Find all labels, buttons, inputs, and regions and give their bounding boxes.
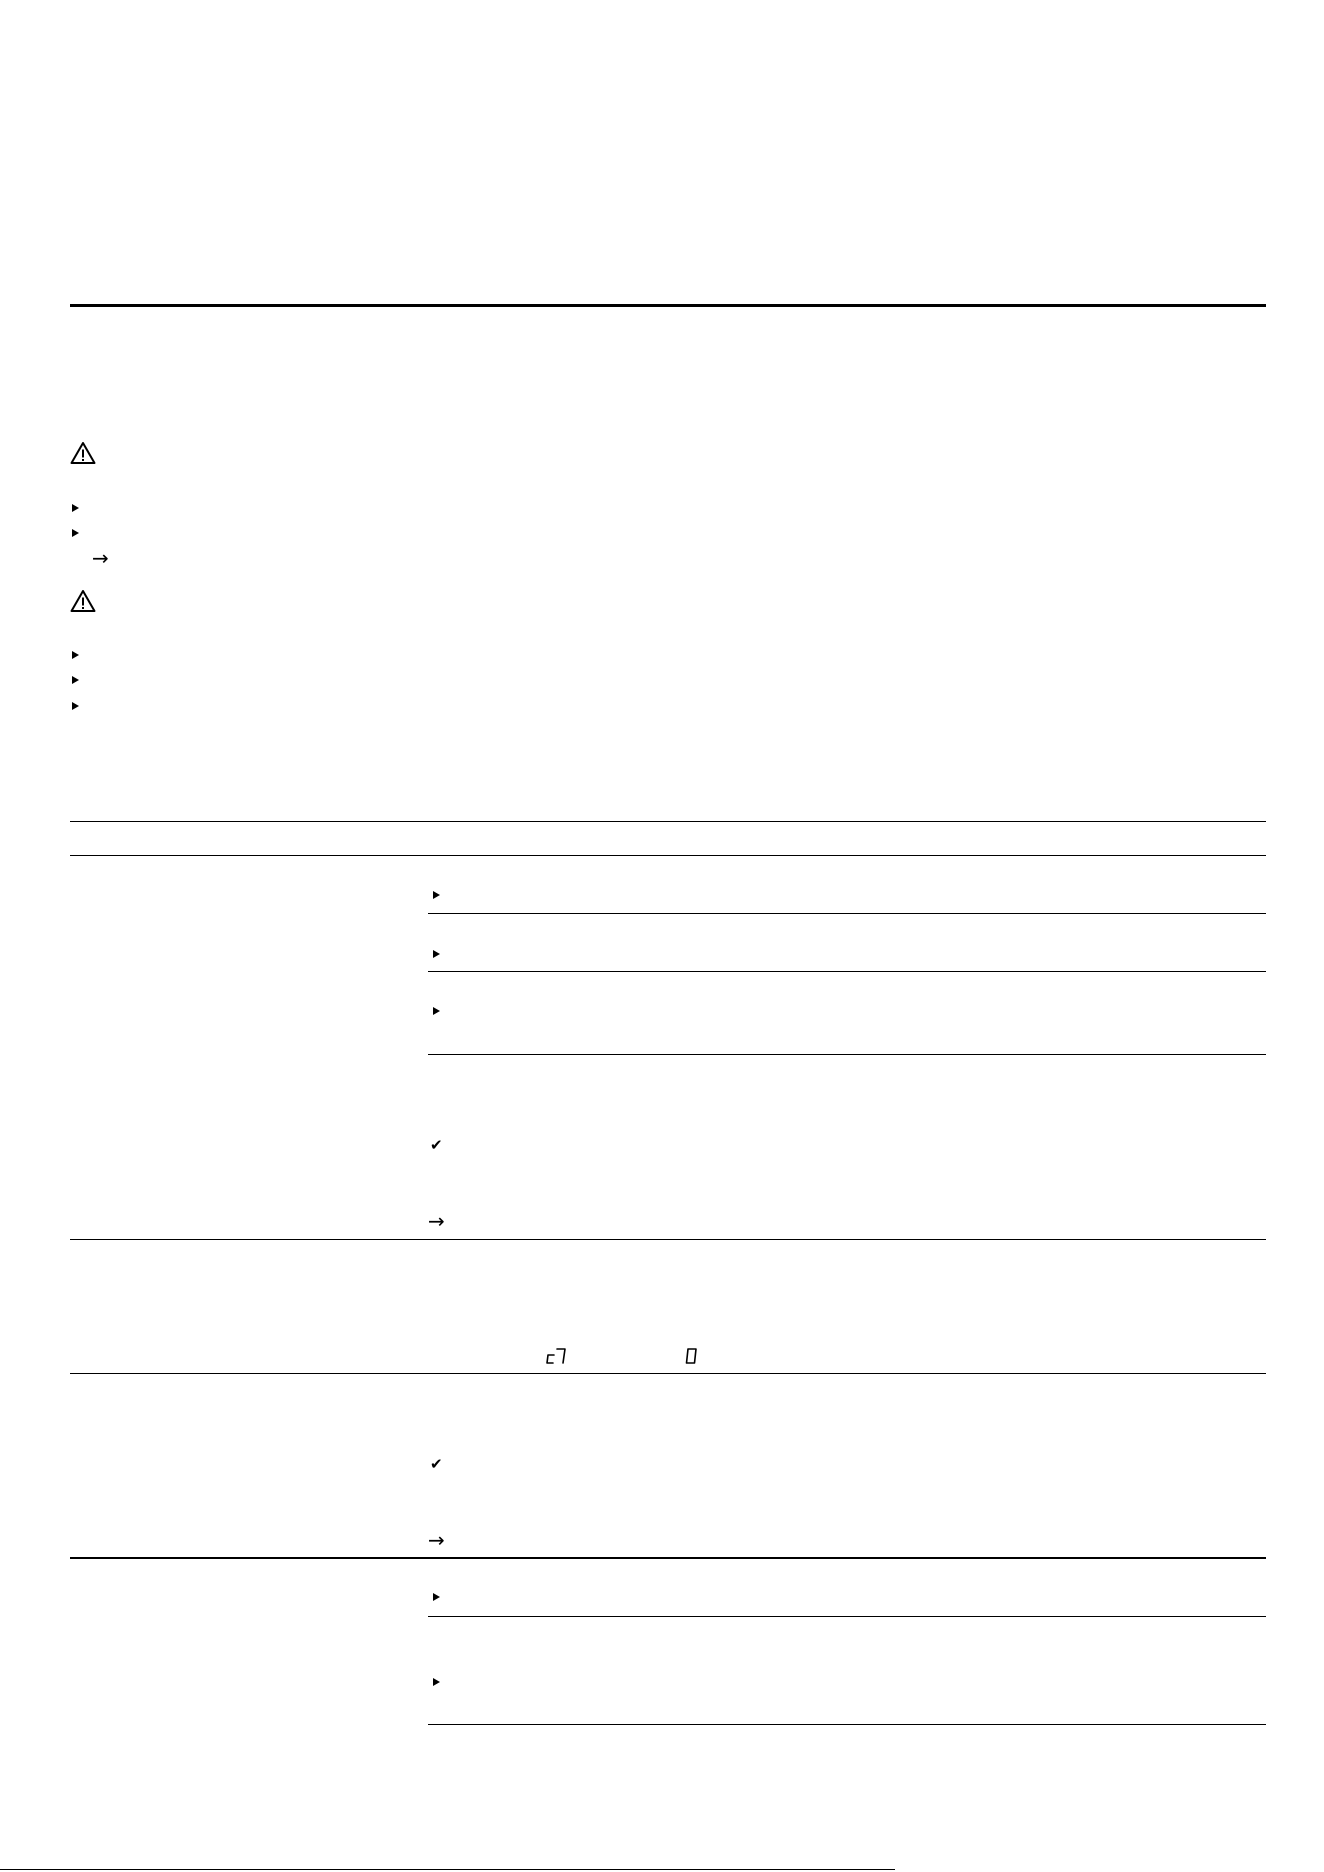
check-icon: ✔ <box>430 1455 443 1473</box>
table-header-rule <box>70 855 1266 856</box>
table-top-rule <box>70 821 1266 822</box>
table-row-rule <box>70 1557 1266 1559</box>
bullet-triangle-icon <box>433 1593 440 1601</box>
row-divider <box>428 971 1266 972</box>
check-icon: ✔ <box>430 1136 443 1154</box>
row-divider <box>428 1616 1266 1617</box>
bullet-triangle-icon <box>72 702 79 710</box>
footer-rule <box>0 1869 895 1870</box>
warning-triangle-icon <box>70 589 96 613</box>
header-rule <box>70 304 1266 307</box>
bullet-triangle-icon <box>433 1678 440 1686</box>
bullet-triangle-icon <box>433 1007 440 1015</box>
arrow-right-icon: → <box>92 546 109 570</box>
table-row-rule <box>70 1239 1266 1240</box>
warning-triangle-icon <box>70 441 96 465</box>
bullet-triangle-icon <box>72 529 79 537</box>
row-divider <box>428 1054 1266 1055</box>
arrow-right-icon: → <box>428 1528 445 1552</box>
table-row-rule <box>70 1373 1266 1374</box>
bullet-triangle-icon <box>72 676 79 684</box>
table-bottom-rule <box>428 1724 1266 1725</box>
bullet-triangle-icon <box>433 891 440 899</box>
bullet-triangle-icon <box>72 504 79 512</box>
bullet-triangle-icon <box>433 950 440 958</box>
row-divider <box>428 913 1266 914</box>
display-symbol-0 <box>684 1347 698 1365</box>
bullet-triangle-icon <box>72 651 79 659</box>
arrow-right-icon: → <box>428 1209 445 1233</box>
display-symbol-c7 <box>546 1347 568 1365</box>
